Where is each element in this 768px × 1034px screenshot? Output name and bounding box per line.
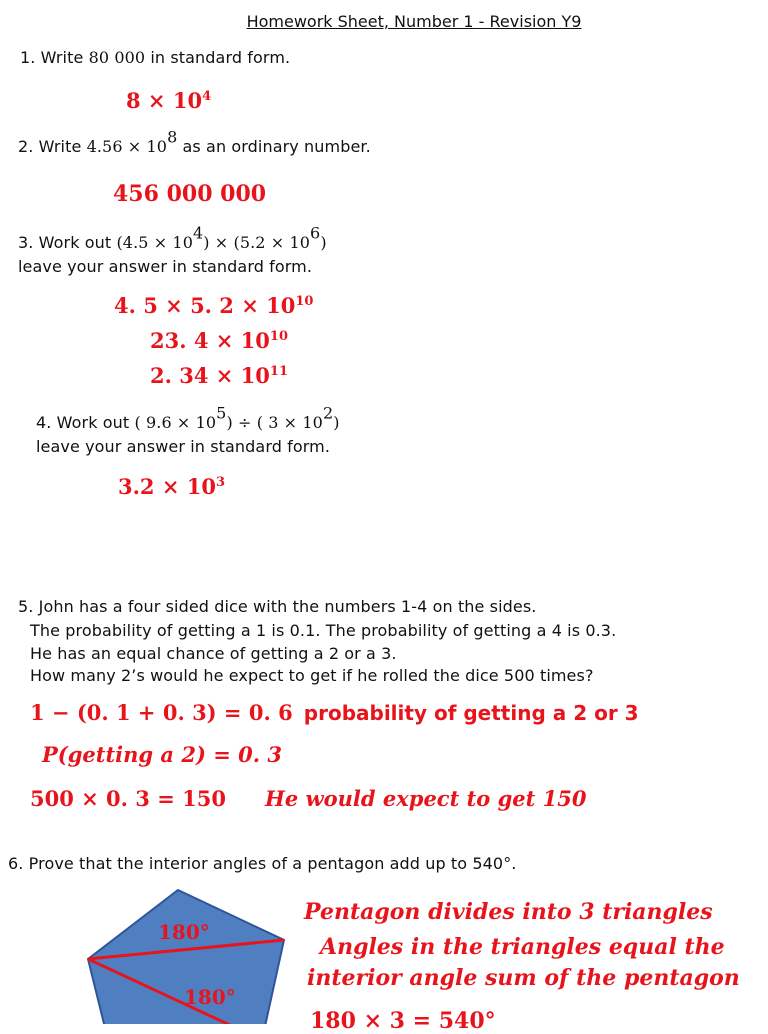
q3-prefix: 3. Work out bbox=[18, 233, 117, 252]
a5-1-math: 1 − (0. 1 + 0. 3) = 0. 6 bbox=[30, 700, 293, 725]
q2-suffix: as an ordinary number. bbox=[177, 137, 371, 156]
q3-m2: (5.2 × 10 bbox=[233, 233, 311, 252]
q4-line2: leave your answer in standard form. bbox=[36, 437, 331, 456]
q2-math-base: 4.56 × 10 bbox=[86, 137, 168, 156]
q3-m1: (4.5 × 10 bbox=[116, 233, 193, 252]
a5-1-text: probability of getting a 2 or 3 bbox=[303, 701, 639, 725]
q3-m1-close: ) bbox=[203, 233, 210, 252]
a1-base: 8 × 10 bbox=[126, 88, 203, 113]
answer-5-line2 bbox=[42, 742, 282, 767]
title-text: Homework Sheet, Number 1 - Revision Y9 bbox=[246, 12, 582, 31]
answer-3-line1 bbox=[114, 293, 313, 318]
question-6: 6. Prove that the interior angles of a pentagon add up to 540°. bbox=[8, 854, 517, 873]
q4-prefix: 4. Work out bbox=[36, 413, 135, 432]
a3-3-base: 2. 34 × 10 bbox=[150, 363, 270, 388]
q3-m2-close: ) bbox=[320, 233, 327, 252]
a3-2-base: 23. 4 × 10 bbox=[150, 328, 270, 353]
answer-5-line1 bbox=[30, 700, 639, 725]
answer-3-line2 bbox=[150, 328, 288, 353]
a5-3-math: 500 × 0. 3 = 150 bbox=[30, 786, 226, 811]
q1-prefix: 1. Write bbox=[20, 48, 89, 67]
a4-exp: 3 bbox=[215, 475, 226, 491]
a4-base: 3.2 × 10 bbox=[118, 474, 216, 499]
q5-line3: He has an equal chance of getting a 2 or a 3. bbox=[30, 644, 397, 663]
q5-line4: How many 2’s would he expect to get if he rolled the dice 500 times? bbox=[30, 666, 594, 685]
q5-line1: 5. John has a four sided dice with the numbers 1-4 on the sides. bbox=[18, 597, 537, 616]
answer-6-line1: Pentagon divides into 3 triangles bbox=[304, 899, 713, 925]
q5-line2: The probability of getting a 1 is 0.1. The probability of getting a 4 is 0.3. bbox=[30, 621, 617, 640]
answer-6-line3: interior angle sum of the pentagon bbox=[307, 965, 740, 991]
answer-6-line4: 180 × 3 = 540° bbox=[310, 1008, 496, 1034]
q4-m1-exp: 5 bbox=[216, 403, 227, 423]
q1-suffix: in standard form. bbox=[145, 48, 291, 67]
a3-1-base: 4. 5 × 5. 2 × 10 bbox=[114, 293, 296, 318]
question-2 bbox=[18, 127, 371, 157]
q3-times: × bbox=[209, 233, 234, 252]
answer-2: 456 000 000 bbox=[113, 181, 267, 207]
a3-3-exp: 11 bbox=[269, 364, 289, 380]
q1-number: 80 000 bbox=[88, 48, 146, 67]
a5-3-text: He would expect to get 150 bbox=[265, 786, 587, 811]
a1-exp: 4 bbox=[202, 89, 212, 105]
a5-2: P(getting a 2) = 0. 3 bbox=[42, 742, 282, 767]
q4-m2-exp: 2 bbox=[322, 403, 334, 423]
q3-m2-exp: 6 bbox=[310, 223, 321, 243]
page-title bbox=[0, 12, 768, 31]
answer-4 bbox=[118, 474, 225, 499]
triangle-label-1: 180° bbox=[158, 920, 210, 944]
q4-m2: ( 3 × 10 bbox=[256, 413, 323, 432]
q4-div: ÷ bbox=[232, 413, 257, 432]
q2-prefix: 2. Write bbox=[18, 137, 87, 156]
answer-5-line3 bbox=[30, 786, 587, 811]
q3-m1-exp: 4 bbox=[192, 223, 204, 243]
a3-2-exp: 10 bbox=[269, 329, 289, 345]
q2-math-exp: 8 bbox=[167, 127, 178, 147]
answer-1 bbox=[126, 88, 211, 113]
q4-m1-close: ) bbox=[226, 413, 233, 432]
question-4 bbox=[36, 403, 340, 433]
question-1 bbox=[20, 48, 290, 68]
q4-m2-close: ) bbox=[333, 413, 340, 432]
a3-1-exp: 10 bbox=[295, 294, 314, 310]
question-3 bbox=[18, 223, 327, 253]
answer-6-line2: Angles in the triangles equal the bbox=[320, 934, 725, 960]
q3-line2: leave your answer in standard form. bbox=[18, 257, 313, 276]
answer-3-line3 bbox=[150, 363, 288, 388]
q4-m1: ( 9.6 × 10 bbox=[134, 413, 217, 432]
triangle-label-2: 180° bbox=[184, 985, 236, 1009]
pentagon-diagram bbox=[0, 880, 300, 1024]
